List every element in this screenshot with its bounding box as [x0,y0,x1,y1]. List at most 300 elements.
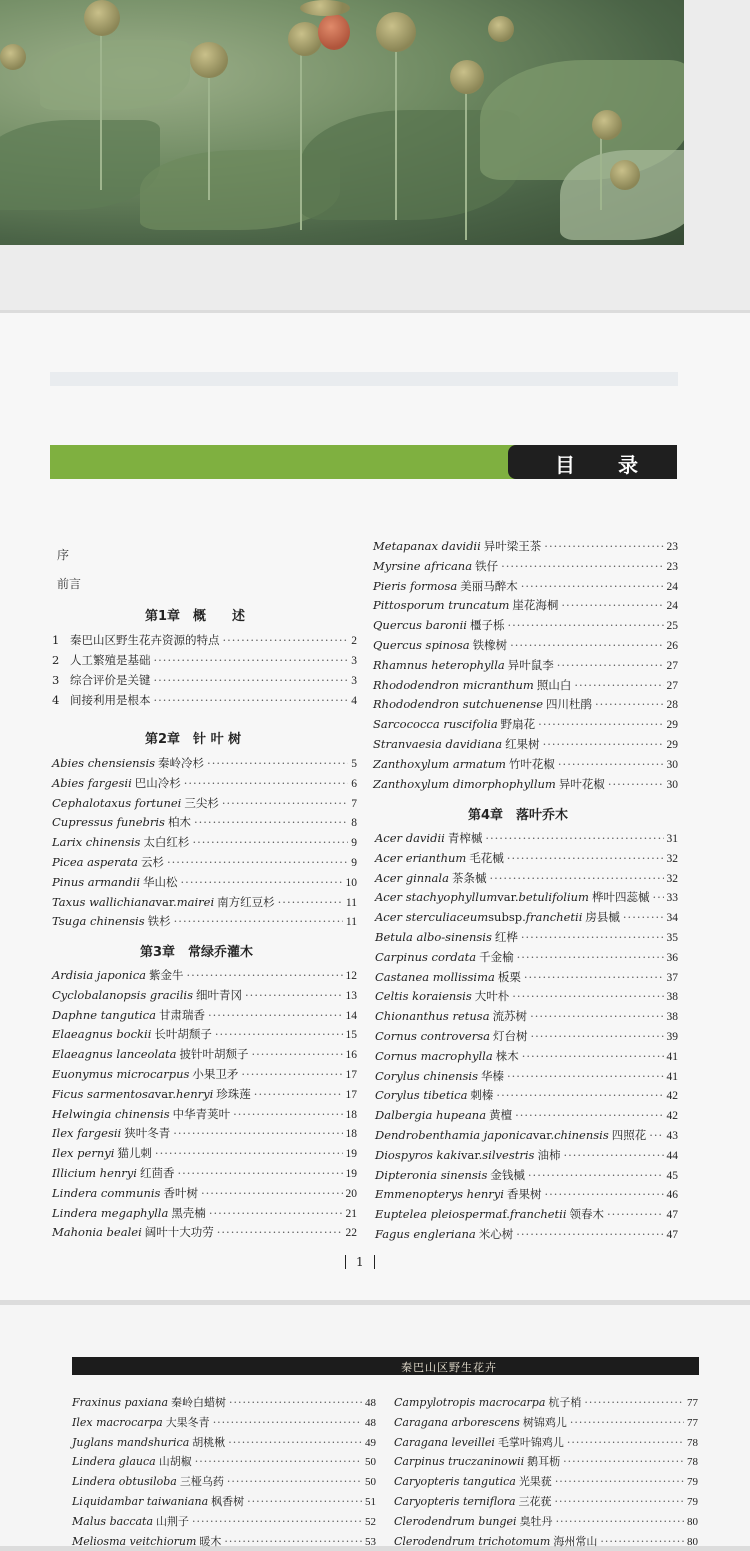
leader-dots [558,757,664,771]
entry-page-number: 42 [666,1090,678,1103]
entry-page-number: 21 [345,1207,357,1220]
toc-entry [394,1434,698,1452]
entry-chinese-name: 野扇花 [500,717,536,732]
entry-chinese-name: 崖花海桐 [512,598,559,613]
leader-dots [555,1495,684,1508]
entry-chinese-name: 橿子栎 [469,618,505,633]
entry-page-number: 18 [345,1128,357,1141]
foreword-entry: 前言 [57,577,82,591]
leader-dots [623,910,664,924]
entry-infra-name: silvestris [482,1147,535,1162]
entry-page-number: 50 [365,1476,376,1489]
entry-chinese-name: 南方红豆杉 [217,894,275,909]
toc-entry [375,1028,678,1046]
entry-chinese-name: 灯台树 [492,1029,528,1043]
entry-page-number: 2 [351,635,357,647]
entry-page-number: 31 [666,833,678,845]
entry-latin-name: Lindera communis [52,1185,161,1200]
entry-page-number: 37 [666,971,678,984]
entry-rank: subsp. [488,910,526,925]
entry-latin-name: Caragana leveillei [394,1435,495,1449]
entry-chinese-name: 香果树 [506,1187,542,1202]
entry-page-number: 3 [351,675,357,687]
toc-entry [52,987,357,1005]
entry-page-number: 39 [666,1031,678,1043]
entry-chinese-name: 紫金牛 [149,968,184,982]
entry-chinese-name: 红果树 [505,737,540,751]
toc-entry [394,1453,698,1471]
entry-chinese-name: 柏木 [167,815,191,830]
toc-entry [375,1087,678,1105]
entry-latin-name: Ilex macrocarpa [72,1415,163,1429]
entry-page-number: 22 [345,1227,357,1240]
entry-latin-name: Dendrobenthamia japonica [375,1128,533,1142]
entry-number: 1 [52,633,60,647]
entry-page-number: 80 [687,1535,698,1548]
entry-chinese-name: 海州常山 [553,1534,598,1548]
entry-chinese-name: 米心树 [478,1227,514,1241]
entry-chinese-name: 间接利用是根本 [70,693,151,707]
leader-dots [251,1047,342,1061]
entry-latin-name: Betula albo-sinensis [375,930,492,944]
entry-latin-name: Juglans mandshurica [72,1435,190,1449]
toc-entry [373,696,678,714]
entry-page-number: 79 [687,1476,698,1489]
entry-latin-name: Chionanthus retusa [375,1009,490,1024]
entry-latin-name: Sarcococca ruscifolia [373,717,498,732]
leader-dots [516,1227,663,1241]
leader-dots [154,673,349,687]
entry-chinese-name: 综合评价是关键 [70,673,151,687]
toc-entry [375,1048,678,1066]
entry-latin-name: Ficus sarmentosa [52,1086,155,1101]
entry-latin-name: Euonymus microcarpus [52,1067,190,1081]
toc-entry [72,1414,376,1432]
toc-entry [72,1493,376,1511]
entry-page-number: 9 [351,837,357,850]
entry-chinese-name: 枫香树 [211,1495,245,1508]
entry-page-number: 29 [666,739,678,751]
leader-dots [563,1148,663,1162]
toc-entry [52,1224,357,1242]
entry-latin-name: Quercus spinosa [373,638,470,652]
entry-page-number: 36 [666,951,678,964]
entry-page-number: 52 [365,1515,376,1528]
entry-chinese-name: 照山白 [536,677,572,692]
entry-latin-name: Acer erianthum [375,850,467,865]
entry-page-number: 29 [666,719,678,732]
entry-chinese-name: 油柿 [537,1147,561,1162]
entry-chinese-name: 树锦鸡儿 [522,1415,567,1429]
entry-page-number: 47 [666,1229,678,1241]
entry-page-number: 15 [345,1029,357,1042]
entry-page-number: 26 [666,640,678,652]
leader-dots [213,1416,362,1429]
leader-dots [507,1069,664,1083]
toc-entry [375,1226,678,1244]
entry-latin-name: Cephalotaxus fortunei [52,795,182,810]
entry-page-number: 10 [345,876,357,889]
entry-chinese-name: 香叶树 [163,1185,198,1200]
entry-latin-name: Corylus tibetica [375,1088,468,1103]
entry-chinese-name: 大果冬青 [165,1415,210,1429]
page-number [345,1255,375,1269]
entry-page-number: 13 [345,989,357,1002]
entry-latin-name: Pittosporum truncatum [373,598,510,613]
leader-dots [530,1029,663,1043]
leader-dots [194,815,348,829]
entry-latin-name: Euptelea pleiosperma [375,1207,503,1222]
entry-latin-name: Clerodendrum trichotomum [394,1534,551,1548]
leader-dots [154,653,349,667]
toc-entry [52,1145,357,1163]
entry-latin-name: Zanthoxylum dimorphophyllum [373,776,556,791]
entry-chinese-name: 毛花槭 [469,850,504,865]
entry-chinese-name: 刺榛 [470,1088,494,1103]
entry-latin-name: Fagus engleriana [375,1227,476,1241]
entry-chinese-name: 小果卫矛 [192,1067,239,1081]
entry-latin-name: Carpinus truczaninowii [394,1455,525,1469]
toc-entry [373,776,678,794]
entry-page-number: 28 [666,699,678,712]
chapter-heading: 第2章 针 叶 树 [145,732,242,747]
plant-photo-icon [0,0,684,245]
entry-page-number: 38 [666,1011,678,1024]
entry-latin-name: Metapanax davidii [373,539,481,553]
entry-latin-name: Taxus wallichiana [52,894,156,909]
bleed-through-band [50,372,678,386]
entry-page-number: 9 [351,857,357,869]
entry-chinese-name: 华榛 [480,1068,504,1083]
entry-chinese-name: 黄檀 [489,1108,513,1123]
leader-dots [181,875,343,889]
entry-chinese-name: 鹅耳枥 [527,1455,561,1469]
toc-entry [373,677,678,695]
entry-latin-name: Ilex fargesii [52,1126,122,1141]
chapter-heading: 第1章 概 述 [145,609,246,624]
leader-dots [510,638,663,652]
entry-rank: var. [461,1147,483,1162]
toc-entry [52,755,357,773]
chapter-heading: 第3章 常绿乔灌木 [140,945,254,960]
toc-entry [375,909,678,927]
entry-chinese-name: 臭牡丹 [519,1514,553,1528]
entry-page-number: 17 [345,1069,357,1081]
leader-dots [574,678,663,692]
toc-entry [394,1394,698,1412]
entry-number: 3 [52,673,60,687]
entry-chinese-name: 青榨槭 [447,831,483,845]
toc-entry [52,1086,357,1104]
leader-dots [570,1416,684,1429]
toc-entry [373,637,678,655]
entry-chinese-name: 四川杜鹃 [546,697,593,712]
entry-latin-name: Ardisia japonica [52,968,147,982]
leader-dots [543,737,664,751]
entry-page-number: 12 [345,970,357,982]
entry-rank: var. [155,894,177,909]
entry-chinese-name: 千金榆 [479,949,514,964]
entry-latin-name: Stranvaesia davidiana [373,737,503,751]
toc-entry [52,913,357,931]
entry-latin-name: Elaeagnus bockii [52,1027,152,1042]
entry-page-number: 50 [365,1456,376,1469]
entry-latin-name: Zanthoxylum armatum [373,756,506,771]
entry-page-number: 78 [687,1436,698,1449]
entry-latin-name: Diospyros kaki [375,1147,462,1162]
toc-entry [52,1205,357,1223]
entry-chinese-name: 铁杉 [147,914,171,929]
leader-dots [556,1515,684,1528]
toc-entry [375,1167,678,1185]
entry-chinese-name: 大叶朴 [474,989,510,1004]
leader-dots [195,1455,362,1468]
entry-rank: var. [154,1086,176,1101]
entry-page-number: 32 [666,872,678,885]
toc-entry [394,1533,698,1551]
toc-entry [394,1513,698,1531]
leader-dots [187,968,343,982]
leader-dots [524,970,664,984]
entry-chinese-name: 桦叶四蕊槭 [591,890,650,905]
entry-latin-name: Picea asperata [52,855,138,869]
toc-entry [72,1453,376,1471]
toc-entry [52,967,357,985]
entry-latin-name: Cyclobalanopsis gracilis [52,987,194,1002]
entry-chinese-name: 异叶梁王茶 [483,539,542,553]
entry-chinese-name: 秦岭白蜡树 [171,1396,227,1409]
toc-entry [52,894,357,912]
entry-chinese-name: 阔叶十大功劳 [144,1225,214,1240]
toc-entry [52,814,357,832]
entry-page-number: 48 [365,1416,376,1429]
leader-dots [222,796,348,810]
leader-dots [557,658,664,672]
toc-entry [72,1513,376,1531]
toc-entry [373,597,678,615]
toc-entry [394,1493,698,1511]
entry-latin-name: Liquidambar taiwaniana [72,1495,209,1508]
toc-entry [52,632,357,650]
toc-entry [375,1147,678,1165]
entry-page-number: 41 [666,1050,678,1063]
entry-latin-name: Helwingia chinensis [52,1106,170,1121]
leader-dots [228,1436,362,1449]
entry-rank: f. [502,1207,510,1222]
toc-entry [52,1046,357,1064]
entry-chinese-name: 胡桃楸 [192,1435,226,1449]
entry-infra-name: franchetii [509,1207,567,1222]
leader-dots [215,1027,343,1041]
entry-latin-name: Carpinus cordata [375,949,477,964]
running-head-title: 秦巴山区野生花卉 [401,1361,497,1374]
toc-entry [373,756,678,774]
entry-latin-name: Pieris formosa [373,578,458,593]
toc-entry [394,1473,698,1491]
entry-page-number: 80 [687,1515,698,1528]
entry-page-number: 19 [345,1168,357,1180]
leader-dots [192,835,348,849]
toc-entry [52,1026,357,1044]
entry-chinese-name: 三桠乌药 [179,1475,224,1489]
entry-page-number: 38 [666,991,678,1004]
leader-dots [485,831,663,845]
leader-dots [177,1166,342,1180]
leader-dots [563,1455,684,1468]
entry-chinese-name: 光果莸 [518,1475,552,1489]
entry-latin-name: Rhamnus heterophylla [373,657,505,672]
entry-page-number: 19 [345,1148,357,1161]
entry-page-number: 45 [666,1169,678,1182]
entry-page-number: 51 [365,1496,376,1508]
leader-dots [209,1206,343,1220]
entry-chinese-name: 山胡椒 [158,1455,192,1469]
entry-chinese-name: 竹叶花椒 [508,756,555,771]
entry-latin-name: Cornus macrophylla [375,1048,493,1063]
leader-dots [208,1008,343,1022]
entry-chinese-name: 领春木 [569,1207,605,1222]
leader-dots [507,618,663,632]
entry-latin-name: Lindera glauca [72,1455,156,1469]
entry-page-number: 32 [666,852,678,865]
leader-dots [530,1009,663,1023]
toc-entry [52,775,357,793]
toc-entry [375,889,678,907]
toc-entry [373,538,678,556]
entry-page-number: 48 [365,1397,376,1409]
entry-latin-name: Corylus chinensis [375,1068,478,1083]
entry-page-number: 77 [687,1416,698,1429]
entry-chinese-name: 披针叶胡颓子 [179,1047,249,1062]
entry-latin-name: Acer sterculiaceum [375,910,489,925]
toc-entry [72,1434,376,1452]
toc-title: 目 录 [555,453,656,477]
entry-chinese-name: 狭叶冬青 [124,1126,171,1141]
leader-dots [489,871,663,885]
entry-latin-name: Acer davidii [375,831,445,845]
leader-dots [521,930,664,944]
entry-latin-name: Illicium henryi [52,1166,137,1180]
entry-page-number: 16 [345,1049,357,1062]
leader-dots [567,1436,684,1449]
entry-latin-name: Campylotropis macrocarpa [394,1396,546,1409]
entry-chinese-name: 秦巴山区野生花卉资源的特点 [70,633,220,647]
page-number-text: 1 [345,1255,375,1269]
toc-entry [52,795,357,813]
entry-rank: var. [497,890,519,905]
entry-chinese-name: 山荆子 [156,1514,190,1528]
entry-chinese-name: 美丽马醉木 [460,578,518,593]
entry-chinese-name: 流苏树 [492,1009,528,1024]
entry-chinese-name: 异叶鼠李 [507,657,554,672]
leader-dots [154,693,349,707]
leader-dots [217,1225,343,1239]
entry-page-number: 41 [666,1070,678,1083]
toc-entry [72,1473,376,1491]
entry-chinese-name: 云杉 [140,855,164,869]
entry-page-number: 78 [687,1456,698,1469]
entry-infra-name: henryi [176,1086,214,1101]
entry-latin-name: Myrsine africana [373,558,473,573]
entry-chinese-name: 暖木 [199,1534,222,1548]
toc-entry [375,1186,678,1204]
leader-dots [174,914,343,928]
entry-latin-name: Acer ginnala [375,870,449,885]
leader-dots [247,1495,362,1508]
entry-page-number: 18 [345,1108,357,1121]
entry-infra-name: mairei [176,894,215,909]
toc-entry [373,657,678,675]
toc-entry [375,1068,678,1086]
toc-entry [52,672,357,690]
entry-chinese-name: 三尖杉 [184,795,219,810]
entry-latin-name: Cornus controversa [375,1029,490,1043]
toc-entry [52,1007,357,1025]
leader-dots [584,1396,684,1409]
toc-entry [375,949,678,967]
leader-dots [184,776,349,790]
entry-latin-name: Emmenopterys henryi [375,1187,504,1202]
entry-page-number: 17 [345,1088,357,1101]
leader-dots [245,988,342,1002]
toc-entry [52,874,357,892]
entry-page-number: 34 [666,912,678,925]
entry-chinese-name: 三花莸 [518,1495,552,1508]
entry-page-number: 42 [666,1110,678,1123]
entry-number: 4 [52,693,60,707]
entry-page-number: 23 [666,560,678,573]
leader-dots [528,1168,664,1182]
toc-entry [375,830,678,848]
entry-latin-name: Dipteronia sinensis [375,1167,488,1182]
toc-entry [373,578,678,596]
entry-page-number: 3 [351,655,357,667]
entry-chinese-name: 铁橡树 [472,638,508,652]
entry-latin-name: Pinus armandii [52,874,141,889]
entry-latin-name: Castanea mollissima [375,969,495,984]
entry-latin-name: Larix chinensis [52,835,141,850]
entry-page-number: 77 [687,1397,698,1409]
entry-chinese-name: 板栗 [497,969,521,984]
entry-page-number: 11 [345,916,357,929]
leader-dots [649,1128,663,1142]
entry-rank: var. [532,1128,555,1142]
entry-page-number: 27 [666,679,678,692]
entry-chinese-name: 长叶胡颓子 [154,1027,212,1042]
entry-latin-name: Caragana arborescens [394,1415,520,1429]
entry-chinese-name: 金钱槭 [490,1167,525,1182]
leader-dots [507,851,664,865]
entry-chinese-name: 红桦 [494,930,518,944]
leader-dots [544,539,663,553]
entry-page-number: 20 [345,1187,357,1200]
entry-chinese-name: 中华青荚叶 [172,1106,231,1121]
entry-page-number: 23 [666,541,678,553]
leader-dots [167,855,348,869]
leader-dots [501,559,663,573]
toc-entry [52,692,357,710]
entry-latin-name: Rhododendron micranthum [373,677,534,692]
entry-page-number: 44 [666,1149,678,1162]
toc-entry [72,1394,376,1412]
toc-entry [52,1066,357,1084]
toc-entry [373,736,678,754]
entry-latin-name: Lindera megaphylla [52,1205,169,1220]
leader-dots [227,1475,362,1488]
leader-dots [223,633,349,647]
leader-dots [229,1396,362,1409]
entry-page-number: 27 [666,659,678,672]
